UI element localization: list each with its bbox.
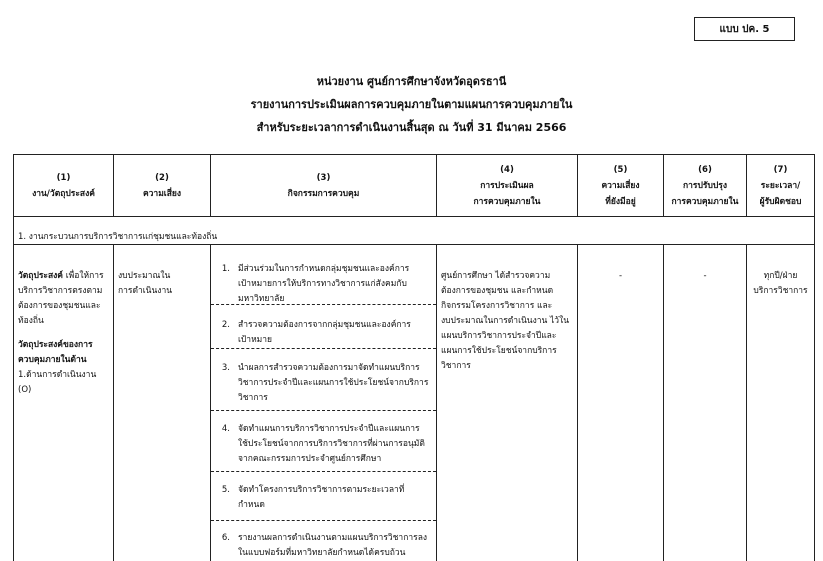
report-header	[0, 70, 823, 139]
column-header: (4) การประเมินผล การควบคุมภายใน	[437, 155, 578, 217]
column-header: (3) กิจกรรมการควบคุม	[211, 155, 437, 217]
list-item: 1. มีส่วนร่วมในการกำหนดกลุ่มชุมชนและองค์การ เป้าหมายการให้บริการทางวิชาการแก่สังคมกับ มหาวิทยาลัย	[211, 245, 436, 305]
column-header: (1) งาน/วัตถุประสงค์	[14, 155, 114, 217]
column-header: (2) ความเสี่ยง	[114, 155, 211, 217]
column-header: (6) การปรับปรุง การควบคุมภายใน	[664, 155, 747, 217]
risk-cell: งบประมาณใน การดำเนินงาน	[114, 245, 211, 561]
list-item: 2. สำรวจความต้องการจากกลุ่มชุมชนและองค์การ เป้าหมาย	[211, 305, 436, 349]
column-header: (5) ความเสี่ยง ที่ยังมีอยู่	[578, 155, 664, 217]
control-activities-cell	[211, 245, 437, 561]
table-row	[14, 245, 815, 561]
list-item: 5. จัดทำโครงการบริการวิชาการตามระยะเวลาที่ กำหนด	[211, 472, 436, 521]
period-line: สำหรับระยะเวลาการดำเนินงานสิ้นสุด ณ วันที่ 31 มีนาคม 2566	[256, 121, 567, 134]
assessment-cell: ศูนย์การศึกษา ได้สำรวจความ ต้องการของชุมชน และกำหนด กิจกรรมโครงการวิชาการ และ งบประมาณในการดำเนินงาน ไว้ใน แผนบริการวิชาการประจำปีและ แผนการใช้ประโยชน์จากบริการ วิชาการ	[437, 245, 578, 561]
improvement-cell: -	[664, 245, 747, 561]
control-objective-label: วัตถุประสงค์ของการ	[18, 340, 93, 350]
unit-line: หน่วยงาน ศูนย์การศึกษาจังหวัดอุดรธานี	[316, 75, 507, 88]
table-header-row	[14, 155, 815, 217]
objective-label: วัตถุประสงค์	[18, 271, 63, 281]
form-code-box	[694, 17, 795, 41]
column-header: (7) ระยะเวลา/ ผู้รับผิดชอบ	[747, 155, 815, 217]
remaining-risk-cell: -	[578, 245, 664, 561]
list-item: 4. จัดทำแผนการบริการวิชาการประจำปีและแผนการ ใช้ประโยชน์จากการบริการวิชาการที่ผ่านการอนุมัติ จากคณะกรรมการประจำศูนย์การศึกษา	[211, 411, 436, 472]
report-title: รายงานการประเมินผลการควบคุมภายในตามแผนการควบคุมภายใน	[250, 98, 573, 111]
section-title: 1. งานกระบวนการบริการวิชาการแก่ชุมชนและท้องถิ่น	[14, 217, 815, 245]
section-row	[14, 217, 815, 245]
list-item: 3. นำผลการสำรวจความต้องการมาจัดทำแผนบริการ วิชาการประจำปีและแผนการใช้ประโยชน์จากบริการ วิชาการ	[211, 349, 436, 411]
control-assessment-table	[13, 154, 815, 561]
list-item: 6. รายงานผลการดำเนินงานตามแผนบริการวิชาการลง ในแบบฟอร์มที่มหาวิทยาลัยกำหนดได้ครบถ้วน	[221, 533, 428, 558]
responsible-cell: ทุกปี/ฝ่าย บริการวิชาการ	[747, 245, 815, 561]
form-code: แบบ ปค. 5	[719, 23, 770, 35]
objective-cell: วัตถุประสงค์ เพื่อให้การ บริการวิชาการตรงตาม ต้องการของชุมชนและ ท้องถิ่น วัตถุประสงค์ของการ ควบคุมภายในด้าน 1.ด้านการดำเนินงาน (O)	[14, 245, 114, 561]
